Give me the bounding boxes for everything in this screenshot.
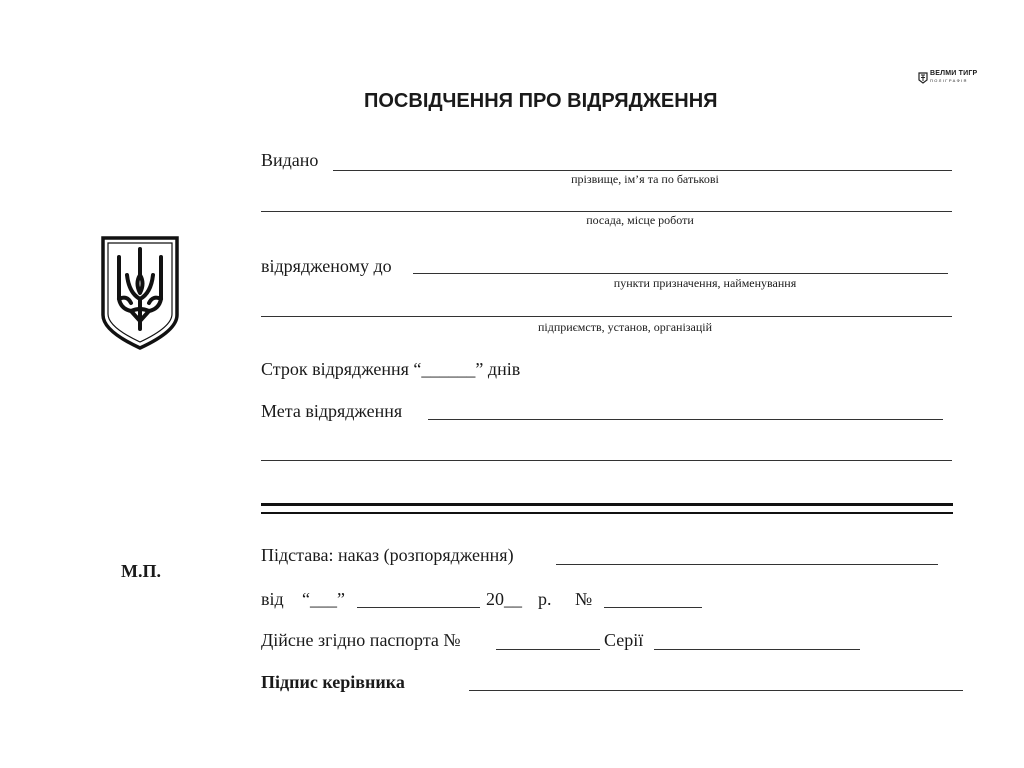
issued-to-label: Видано [261, 150, 319, 170]
logo-subtext: ПОЛІГРАФІЯ [930, 78, 968, 83]
separator-rule-thin [261, 512, 953, 514]
issued-to-hint: прізвище, ім’я та по батькові [571, 172, 719, 186]
purpose-line-2[interactable] [261, 460, 952, 461]
document-title: ПОСВІДЧЕННЯ ПРО ВІДРЯДЖЕННЯ [364, 90, 718, 112]
order-number-line[interactable] [604, 607, 702, 608]
passport-series-line[interactable] [654, 649, 860, 650]
separator-rule-thick [261, 503, 953, 506]
passport-label: Дійсне згідно паспорта № [261, 630, 461, 650]
publisher-logo [918, 71, 978, 87]
stamp-place-label: М.П. [121, 561, 161, 581]
order-date-label: від [261, 589, 284, 609]
passport-number-line[interactable] [496, 649, 600, 650]
term-label: Строк відрядження “______” днів [261, 359, 521, 379]
position-hint: посада, місце роботи [586, 213, 694, 227]
signature-label: Підпис керівника [261, 672, 405, 692]
organization-hint: підприємств, установ, організацій [537, 320, 713, 334]
basis-label: Підстава: наказ (розпорядження) [261, 545, 514, 565]
tiger-logo-icon [918, 72, 928, 84]
series-label: Серії [604, 630, 644, 650]
order-date-year-suffix: р. [538, 589, 552, 609]
order-number-label: № [575, 589, 593, 609]
order-date-day[interactable]: “___” [302, 589, 345, 609]
logo-text: ВЕЛМИ ТИГР [930, 70, 978, 77]
basis-line[interactable] [556, 564, 938, 565]
order-date-year[interactable]: 20__ [486, 589, 522, 609]
signature-line[interactable] [469, 690, 963, 691]
destination-hint: пункти призначення, найменування [613, 276, 797, 290]
seconded-to-label: відрядженому до [261, 256, 392, 276]
purpose-line[interactable] [428, 419, 943, 420]
order-date-month-line[interactable] [357, 607, 480, 608]
issued-to-line[interactable] [333, 170, 952, 171]
destination-line[interactable] [413, 273, 948, 274]
trident-coat-of-arms-icon [99, 235, 181, 351]
purpose-label: Мета відрядження [261, 401, 403, 421]
organization-line[interactable] [261, 316, 952, 317]
position-line[interactable] [261, 211, 952, 212]
